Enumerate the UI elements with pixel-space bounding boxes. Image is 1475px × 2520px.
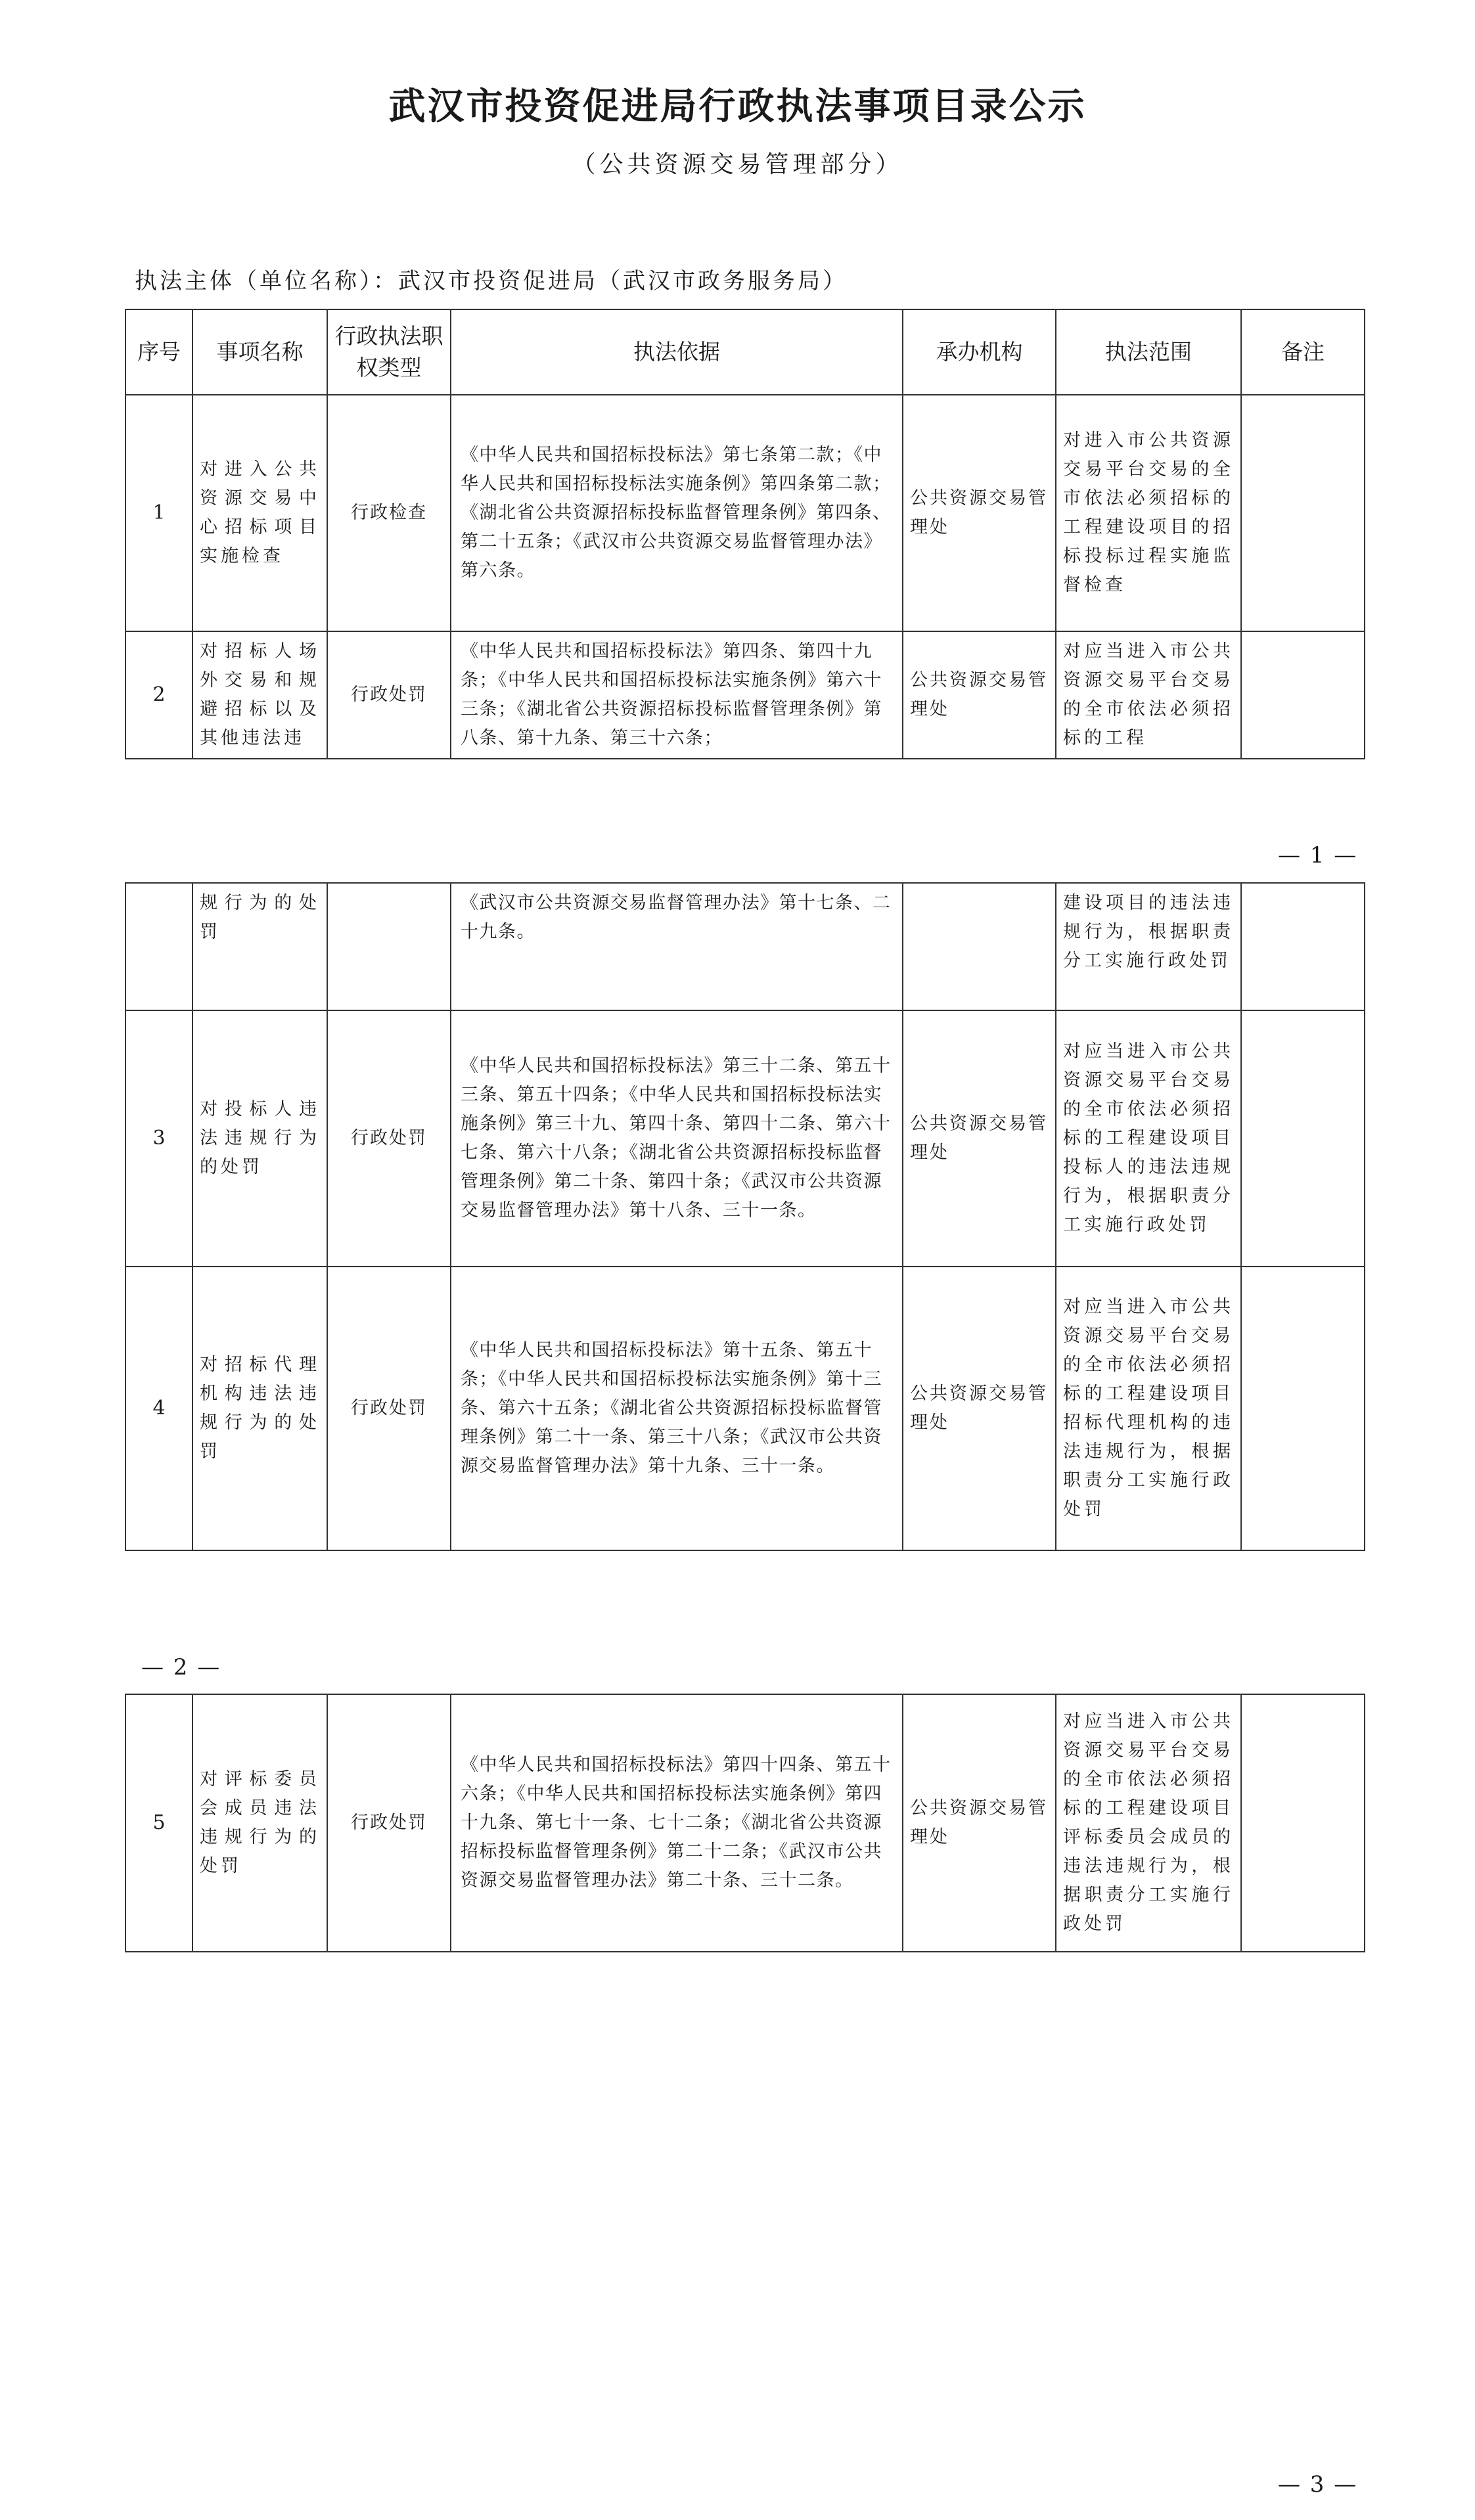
row-basis: 《中华人民共和国招标投标法》第三十二条、第五十三条、第五十四条；《中华人民共和国招标投标法实施条例》第三十九、第四十条、第四十二条、第六十七条、第六十八条；《湖北省公共资源招标投标监督管理条例》第二十条、第四十条；《武汉市公共资源交易监督管理办法》第十八条、三十一条。 bbox=[451, 1010, 903, 1267]
row-no: 2 bbox=[125, 631, 193, 759]
row-org: 公共资源交易管理处 bbox=[903, 1694, 1056, 1952]
row-name: 对招标人场外交易和规避招标以及其他违法违 bbox=[193, 631, 327, 759]
row-scope: 对进入市公共资源交易平台交易的全市依法必须招标的工程建设项目的招标投标过程实施监督检查 bbox=[1056, 395, 1241, 631]
header-scope: 执法范围 bbox=[1056, 309, 1241, 395]
row-org: 公共资源交易管理处 bbox=[903, 1267, 1056, 1550]
row-name: 对招标代理机构违法违规行为的处罚 bbox=[193, 1267, 327, 1550]
matters-table-page-3 bbox=[125, 1694, 1365, 1952]
table-row bbox=[125, 395, 1365, 631]
row-type: 行政处罚 bbox=[327, 1010, 451, 1267]
table-row-continued bbox=[125, 883, 1365, 1010]
header-no: 序号 bbox=[125, 309, 193, 395]
table-row bbox=[125, 1010, 1365, 1267]
row-no: 4 bbox=[125, 1267, 193, 1550]
header-name: 事项名称 bbox=[193, 309, 327, 395]
matters-table-page-2 bbox=[125, 882, 1365, 1551]
row-type: 行政检查 bbox=[327, 395, 451, 631]
row-basis: 《中华人民共和国招标投标法》第七条第二款；《中华人民共和国招标投标法实施条例》第四条第二款；《湖北省公共资源招标投标监督管理条例》第四条、第二十五条；《武汉市公共资源交易监督管理办法》第六条。 bbox=[451, 395, 903, 631]
page-number: — 2 — bbox=[141, 1654, 221, 1680]
row-remark bbox=[1241, 395, 1365, 631]
row-name: 规行为的处罚 bbox=[193, 883, 327, 1010]
row-scope: 建设项目的违法违规行为，根据职责分工实施行政处罚 bbox=[1056, 883, 1241, 1010]
row-basis: 《中华人民共和国招标投标法》第四十四条、第五十六条；《中华人民共和国招标投标法实施条例》第四十九条、第七十一条、七十二条；《湖北省公共资源招标投标监督管理条例》第二十二条；《武汉市公共资源交易监督管理办法》第二十条、三十二条。 bbox=[451, 1694, 903, 1952]
row-remark bbox=[1241, 631, 1365, 759]
table-header-row bbox=[125, 309, 1365, 395]
row-type: 行政处罚 bbox=[327, 631, 451, 759]
table-row bbox=[125, 1694, 1365, 1952]
page-number: — 3 — bbox=[1278, 2471, 1358, 2498]
document-subtitle: （公共资源交易管理部分） bbox=[572, 151, 903, 178]
row-org: 公共资源交易管理处 bbox=[903, 631, 1056, 759]
page-number: — 1 — bbox=[1278, 842, 1358, 868]
row-name: 对评标委员会成员违法违规行为的处罚 bbox=[193, 1694, 327, 1952]
row-remark bbox=[1241, 1267, 1365, 1550]
header-type: 行政执法职权类型 bbox=[327, 309, 451, 395]
row-basis: 《中华人民共和国招标投标法》第十五条、第五十条；《中华人民共和国招标投标法实施条例》第十三条、第六十五条；《湖北省公共资源招标投标监督管理条例》第二十一条、第三十八条；《武汉市公共资源交易监督管理办法》第十九条、三十一条。 bbox=[451, 1267, 903, 1550]
row-scope: 对应当进入市公共资源交易平台交易的全市依法必须招标的工程建设项目评标委员会成员的违法违规行为，根据职责分工实施行政处罚 bbox=[1056, 1694, 1241, 1952]
row-type: 行政处罚 bbox=[327, 1267, 451, 1550]
row-basis: 《武汉市公共资源交易监督管理办法》第十七条、二十九条。 bbox=[451, 883, 903, 1010]
row-org: 公共资源交易管理处 bbox=[903, 1010, 1056, 1267]
row-no: 3 bbox=[125, 1010, 193, 1267]
row-scope: 对应当进入市公共资源交易平台交易的全市依法必须招标的工程 bbox=[1056, 631, 1241, 759]
row-scope: 对应当进入市公共资源交易平台交易的全市依法必须招标的工程建设项目招标代理机构的违法违规行为，根据职责分工实施行政处罚 bbox=[1056, 1267, 1241, 1550]
row-name: 对投标人违法违规行为的处罚 bbox=[193, 1010, 327, 1267]
header-remark: 备注 bbox=[1241, 309, 1365, 395]
header-basis: 执法依据 bbox=[451, 309, 903, 395]
table-row bbox=[125, 1267, 1365, 1550]
row-no: 5 bbox=[125, 1694, 193, 1952]
matters-table-page-1 bbox=[125, 309, 1365, 759]
row-no: 1 bbox=[125, 395, 193, 631]
enforcement-entity: 执法主体（单位名称）：武汉市投资促进局（武汉市政务服务局） bbox=[135, 268, 848, 294]
row-name: 对进入公共资源交易中心招标项目实施检查 bbox=[193, 395, 327, 631]
table-row bbox=[125, 631, 1365, 759]
row-org: 公共资源交易管理处 bbox=[903, 395, 1056, 631]
row-scope: 对应当进入市公共资源交易平台交易的全市依法必须招标的工程建设项目投标人的违法违规行为，根据职责分工实施行政处罚 bbox=[1056, 1010, 1241, 1267]
row-type: 行政处罚 bbox=[327, 1694, 451, 1952]
document-title: 武汉市投资促进局行政执法事项目录公示 bbox=[388, 85, 1087, 128]
row-basis: 《中华人民共和国招标投标法》第四条、第四十九条；《中华人民共和国招标投标法实施条例》第六十三条；《湖北省公共资源招标投标监督管理条例》第八条、第十九条、第三十六条； bbox=[451, 631, 903, 759]
row-remark bbox=[1241, 1694, 1365, 1952]
header-org: 承办机构 bbox=[903, 309, 1056, 395]
row-remark bbox=[1241, 1010, 1365, 1267]
